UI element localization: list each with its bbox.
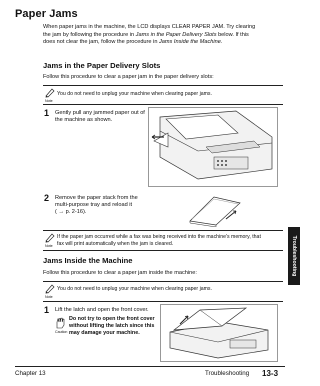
note-rule-bottom bbox=[43, 104, 283, 105]
intro-link-inside-machine: Jams Inside the Machine bbox=[158, 39, 221, 46]
note-pencil-icon bbox=[45, 232, 55, 243]
step-1-number: 1 bbox=[44, 108, 50, 118]
step-1b-text: Lift the latch and open the front cover. bbox=[55, 307, 149, 313]
caution-label: Caution bbox=[55, 330, 68, 334]
footer-section: Troubleshooting bbox=[205, 370, 250, 377]
note3-rule-top bbox=[43, 281, 283, 282]
step-1-line-1: Gently pull any jammed paper out of bbox=[55, 110, 145, 116]
step-1-text bbox=[55, 110, 150, 124]
step-1b-number: 1 bbox=[44, 305, 50, 315]
note-pencil-icon bbox=[45, 283, 55, 294]
intro-line-3-end: . bbox=[220, 39, 223, 46]
note2-rule-top bbox=[43, 230, 283, 231]
note-label: Note bbox=[45, 244, 53, 248]
step-2-text bbox=[55, 195, 150, 217]
step-2-number: 2 bbox=[44, 193, 50, 203]
note3-rule-bottom bbox=[43, 301, 283, 302]
intro-link-delivery-slots: Jams in the Paper Delivery Slots bbox=[135, 31, 217, 38]
section-heading-inside-machine: Jams Inside the Machine bbox=[43, 256, 133, 265]
intro-line-2-text: the jam by following the procedure in bbox=[43, 31, 136, 38]
note-text-3: You do not need to unplug your machine when clearing paper jams. bbox=[57, 286, 212, 292]
intro-paragraph bbox=[43, 24, 283, 47]
footer-chapter: Chapter 13 bbox=[15, 370, 46, 377]
footer-rule bbox=[15, 366, 285, 367]
step-2-line-3: ( → p. 2-16). bbox=[55, 209, 87, 216]
section-heading-delivery-slots: Jams in the Paper Delivery Slots bbox=[43, 61, 161, 70]
note-2-line-1: If the paper jam occurred while a fax was being received into the machine's memory, that bbox=[57, 234, 261, 240]
intro-line-2-end: below. If this bbox=[216, 31, 249, 38]
intro-line-2 bbox=[43, 32, 283, 40]
caution-line-1: Do not try to open the front cover bbox=[69, 316, 155, 322]
caution-line-2: without lifting the latch since this bbox=[69, 322, 155, 329]
chapter-side-tab bbox=[288, 227, 300, 285]
note-2-line-2: fax will print automatically when the jam is cleared. bbox=[57, 240, 174, 247]
section-intro-inside-machine: Follow this procedure to clear a paper jam inside the machine: bbox=[43, 270, 197, 276]
note-text-1: You do not need to unplug your machine when clearing paper jams. bbox=[57, 91, 212, 97]
intro-line-3 bbox=[43, 39, 283, 47]
intro-line-3-text: does not clear the jam, follow the procedure in bbox=[43, 39, 159, 46]
note-pencil-icon bbox=[45, 87, 55, 98]
note-label: Note bbox=[45, 99, 53, 103]
front-cover-illustration bbox=[160, 304, 278, 362]
paper-stack-illustration bbox=[180, 191, 250, 227]
footer-page-number: 13-3 bbox=[262, 369, 279, 378]
note-label: Note bbox=[45, 295, 53, 299]
side-tab-label: Troubleshooting bbox=[291, 235, 297, 277]
page-title: Paper Jams bbox=[15, 8, 78, 20]
intro-line-1: When paper jams in the machine, the LCD displays CLEAR PAPER JAM. Try clearing bbox=[43, 24, 256, 30]
step-2-line-2: multi-purpose tray and reload it bbox=[55, 202, 133, 209]
note2-rule-bottom bbox=[43, 250, 283, 251]
caution-hand-icon bbox=[55, 317, 66, 329]
step-1-line-2: the machine as shown. bbox=[55, 117, 113, 124]
caution-line-3: may damage your machine. bbox=[69, 329, 140, 336]
caution-text bbox=[69, 316, 159, 336]
section-intro-delivery-slots: Follow this procedure to clear a paper jam in the paper delivery slots: bbox=[43, 74, 214, 80]
fax-machine-delivery-illustration bbox=[148, 107, 278, 187]
note-rule-top bbox=[43, 85, 283, 86]
step-2-line-1: Remove the paper stack from the bbox=[55, 195, 138, 201]
note-text-2 bbox=[57, 234, 282, 248]
